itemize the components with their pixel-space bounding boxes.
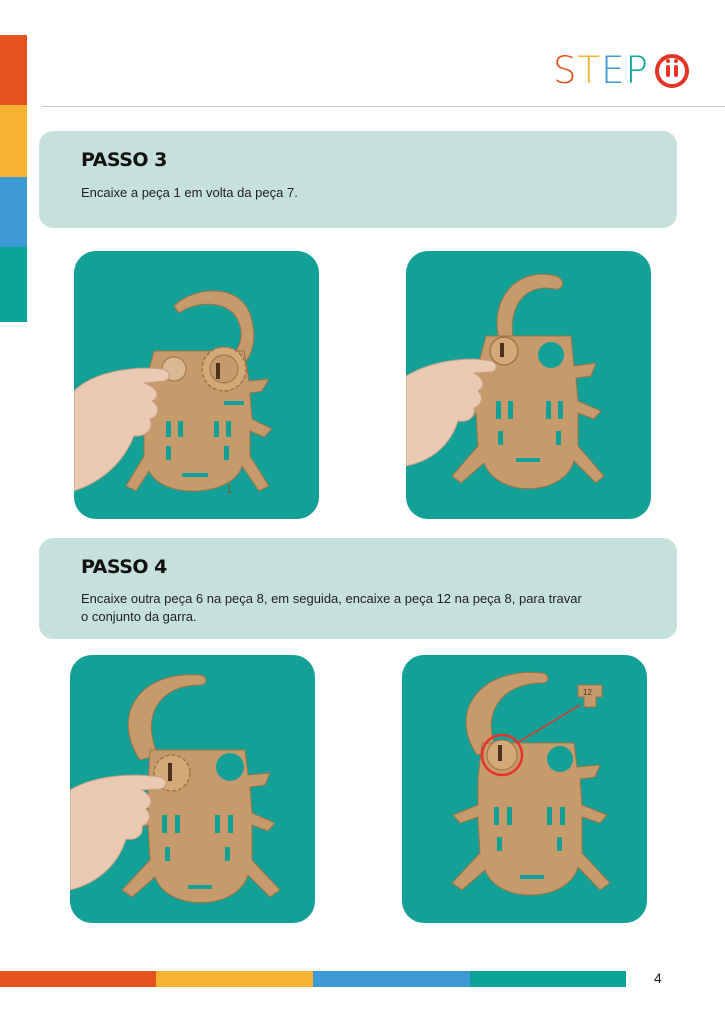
logo-letter-e: E — [601, 49, 626, 92]
step-logo — [553, 50, 689, 92]
step-4-title: PASSO 4 — [81, 556, 167, 578]
footer-bar-teal — [470, 971, 626, 987]
left-color-strip — [0, 35, 27, 322]
logo-letter-t: T — [577, 49, 602, 92]
footer-bar-yellow — [156, 971, 313, 987]
step-4-text-line-2: o conjunto da garra. — [81, 609, 197, 624]
strip-orange — [0, 35, 27, 105]
robot-face-icon — [655, 54, 689, 88]
beetle-assembly-image — [70, 655, 315, 923]
header-divider — [42, 106, 725, 107]
strip-blue — [0, 177, 27, 247]
beetle-assembly-image — [406, 251, 651, 519]
beetle-assembly-image — [402, 655, 647, 923]
step-3-text: Encaixe a peça 1 em volta da peça 7. — [81, 185, 298, 200]
logo-letter-s: S — [553, 49, 578, 92]
step-3-title: PASSO 3 — [81, 149, 167, 171]
piece-12-label: 12 — [583, 688, 592, 697]
footer-bar-orange — [0, 971, 156, 987]
strip-teal — [0, 247, 27, 322]
footer-color-bar — [0, 971, 626, 987]
strip-yellow — [0, 105, 27, 177]
step-4-photo-right — [402, 655, 647, 923]
step-4-photo-left — [70, 655, 315, 923]
step-4-box — [39, 538, 677, 639]
step-4-text-line-1: Encaixe outra peça 6 na peça 8, em seguida, encaixe a peça 12 na peça 8, para travar — [81, 591, 582, 606]
beetle-assembly-image — [74, 251, 319, 519]
piece-1-label: 1 — [226, 482, 233, 496]
step-3-photo-right — [406, 251, 651, 519]
logo-letter-p: P — [625, 49, 649, 92]
step-3-photo-left — [74, 251, 319, 519]
page-number: 4 — [654, 970, 662, 986]
footer-bar-blue — [313, 971, 470, 987]
step-3-box — [39, 131, 677, 228]
